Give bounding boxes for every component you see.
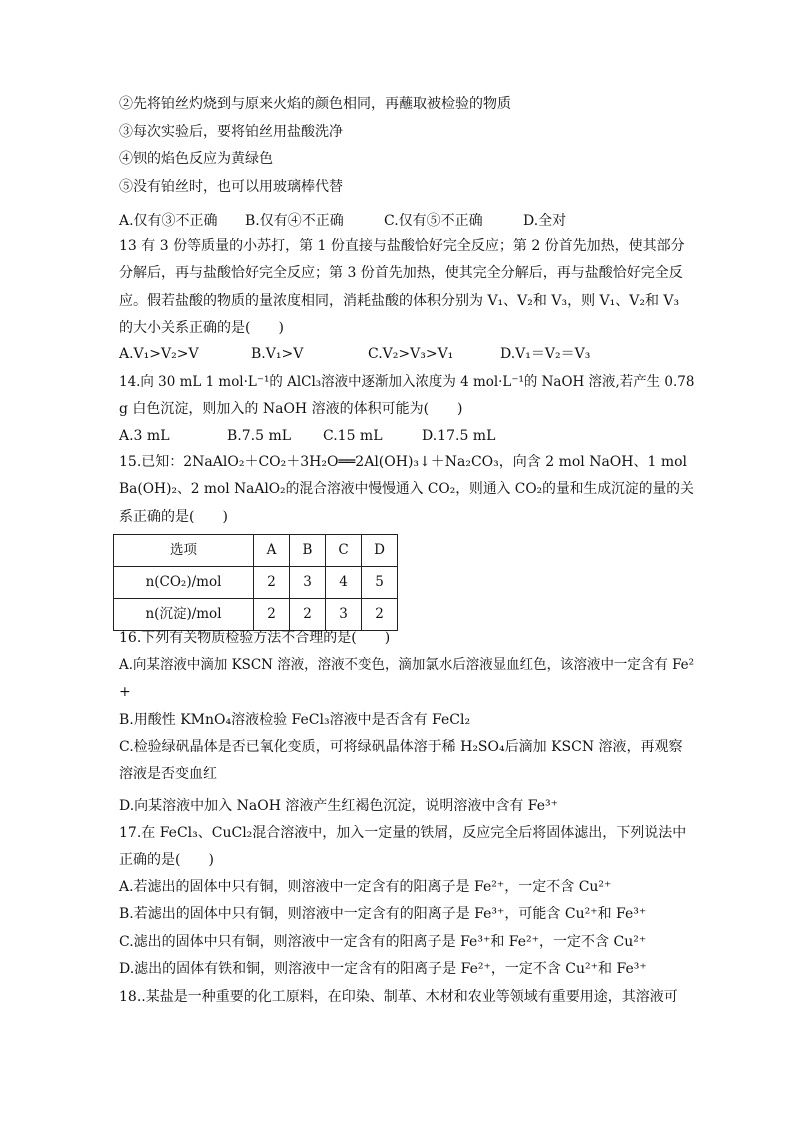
q16-option-a: A.向某溶液中滴加 KSCN 溶液，溶液不变色，滴加氯水后溶液显血红色，该溶液中一定含有 Fe² — [119, 657, 695, 673]
table-header-cell: A — [254, 535, 290, 567]
table-header-cell: B — [290, 535, 326, 567]
table-cell: 2 — [254, 599, 290, 631]
q12-option-d: D.全对 — [523, 213, 567, 229]
q15-stem-line-2: Ba(OH)₂、2 mol NaAlO₂的混合溶液中慢慢通入 CO₂，则通入 CO₂的量和生成沉淀的量的关 — [119, 481, 694, 497]
intro-item-4: ④钡的焰色反应为黄绿色 — [119, 151, 273, 167]
q13-stem-line-4: 的大小关系正确的是( ) — [119, 320, 284, 336]
q12-option-c: C.仅有⑤不正确 — [384, 213, 483, 229]
table-cell: 5 — [362, 567, 398, 599]
q17-option-d: D.滤出的固体有铁和铜，则溶液中一定含有的阳离子是 Fe²⁺，一定不含 Cu²⁺和 Fe³⁺ — [119, 961, 647, 977]
q14-option-c: C.15 mL — [323, 428, 383, 444]
q13-stem-line-3: 应。假若盐酸的物质的量浓度相同，消耗盐酸的体积分别为 V₁、V₂和 V₃，则 V₁、V₂和 V₃ — [119, 293, 680, 309]
table-cell: 4 — [326, 567, 362, 599]
table-row-label: n(沉淀)/mol — [114, 599, 254, 631]
intro-item-5: ⑤没有铂丝时，也可以用玻璃棒代替 — [119, 179, 343, 195]
q17-option-c: C.滤出的固体中只有铜，则溶液中一定含有的阳离子是 Fe³⁺和 Fe²⁺，一定不含 Cu²⁺ — [119, 934, 647, 950]
table-row-label: n(CO₂)/mol — [114, 567, 254, 599]
q16-stem: 16.下列有关物质检验方法不合理的是( ) — [119, 630, 391, 646]
table-header-cell: 选项 — [114, 535, 254, 567]
q15-stem-line-3: 系正确的是( ) — [119, 509, 228, 525]
table-header-cell: D — [362, 535, 398, 567]
q16-option-d: D.向某溶液中加入 NaOH 溶液产生红褐色沉淀，说明溶液中含有 Fe³⁺ — [119, 798, 559, 814]
q13-stem-line-2: 分解后，再与盐酸恰好完全反应；第 3 份首先加热，使其完全分解后，再与盐酸恰好完全反 — [119, 265, 683, 281]
intro-item-2: ②先将铂丝灼烧到与原来火焰的颜色相同，再蘸取被检验的物质 — [119, 96, 511, 112]
q16-option-b: B.用酸性 KMnO₄溶液检验 FeCl₃溶液中是否含有 FeCl₂ — [119, 712, 471, 728]
intro-item-3: ③每次实验后，要将铂丝用盐酸洗净 — [119, 124, 343, 140]
table-cell: 2 — [254, 567, 290, 599]
q17-option-b: B.若滤出的固体中只有铜，则溶液中一定含有的阳离子是 Fe³⁺，可能含 Cu²⁺和 Fe³⁺ — [119, 906, 647, 922]
q18-stem-line-1: 18..某盐是一种重要的化工原料，在印染、制革、木材和农业等领域有重要用途，其溶液可 — [119, 989, 678, 1005]
q13-stem-line-1: 13 有 3 份等质量的小苏打，第 1 份直接与盐酸恰好完全反应；第 2 份首先加热，使其部分 — [119, 238, 685, 254]
q14-stem-line-2: g 白色沉淀，则加入的 NaOH 溶液的体积可能为( ) — [119, 401, 463, 417]
q17-stem-line-1: 17.在 FeCl₃、CuCl₂混合溶液中，加入一定量的铁屑，反应完全后将固体滤出，下列说法中 — [119, 825, 687, 841]
q15-stem-line-1: 15.已知：2NaAlO₂＋CO₂＋3H₂O══2Al(OH)₃↓＋Na₂CO₃，向含 2 mol NaOH、1 mol — [119, 454, 688, 470]
table-cell: 3 — [326, 599, 362, 631]
q17-option-a: A.若滤出的固体中只有铜，则溶液中一定含有的阳离子是 Fe²⁺，一定不含 Cu²⁺ — [119, 879, 612, 895]
q16-option-c-wrap: 溶液是否变血红 — [119, 766, 217, 782]
q16-option-c: C.检验绿矾晶体是否已氧化变质，可将绿矾晶体溶于稀 H₂SO₄后滴加 KSCN 溶液，再观察 — [119, 739, 683, 755]
q14-option-b: B.7.5 mL — [227, 428, 292, 444]
q16-option-a-wrap: + — [119, 684, 131, 700]
q14-stem-line-1: 14.向 30 mL 1 mol·L⁻¹的 AlCl₃溶液中逐渐加入浓度为 4 mol·L⁻¹的 NaOH 溶液,若产生 0.78 — [119, 374, 695, 390]
q13-option-d: D.V₁＝V₂＝V₃ — [500, 346, 591, 362]
q12-option-b: B.仅有④不正确 — [245, 213, 344, 229]
table-cell: 2 — [362, 599, 398, 631]
q14-option-d: D.17.5 mL — [422, 428, 496, 444]
q14-option-a: A.3 mL — [119, 428, 170, 444]
q17-stem-line-2: 正确的是( ) — [119, 852, 214, 868]
table-cell: 3 — [290, 567, 326, 599]
table-row — [114, 567, 398, 599]
q13-option-a: A.V₁>V₂>V — [119, 346, 199, 362]
q13-option-b: B.V₁>V — [251, 346, 304, 362]
table-header-row — [114, 535, 398, 567]
table-row — [114, 599, 398, 631]
q13-option-c: C.V₂>V₃>V₁ — [368, 346, 454, 362]
q15-options-table — [113, 534, 398, 631]
table-header-cell: C — [326, 535, 362, 567]
table-cell: 2 — [290, 599, 326, 631]
q12-option-a: A.仅有③不正确 — [119, 213, 218, 229]
